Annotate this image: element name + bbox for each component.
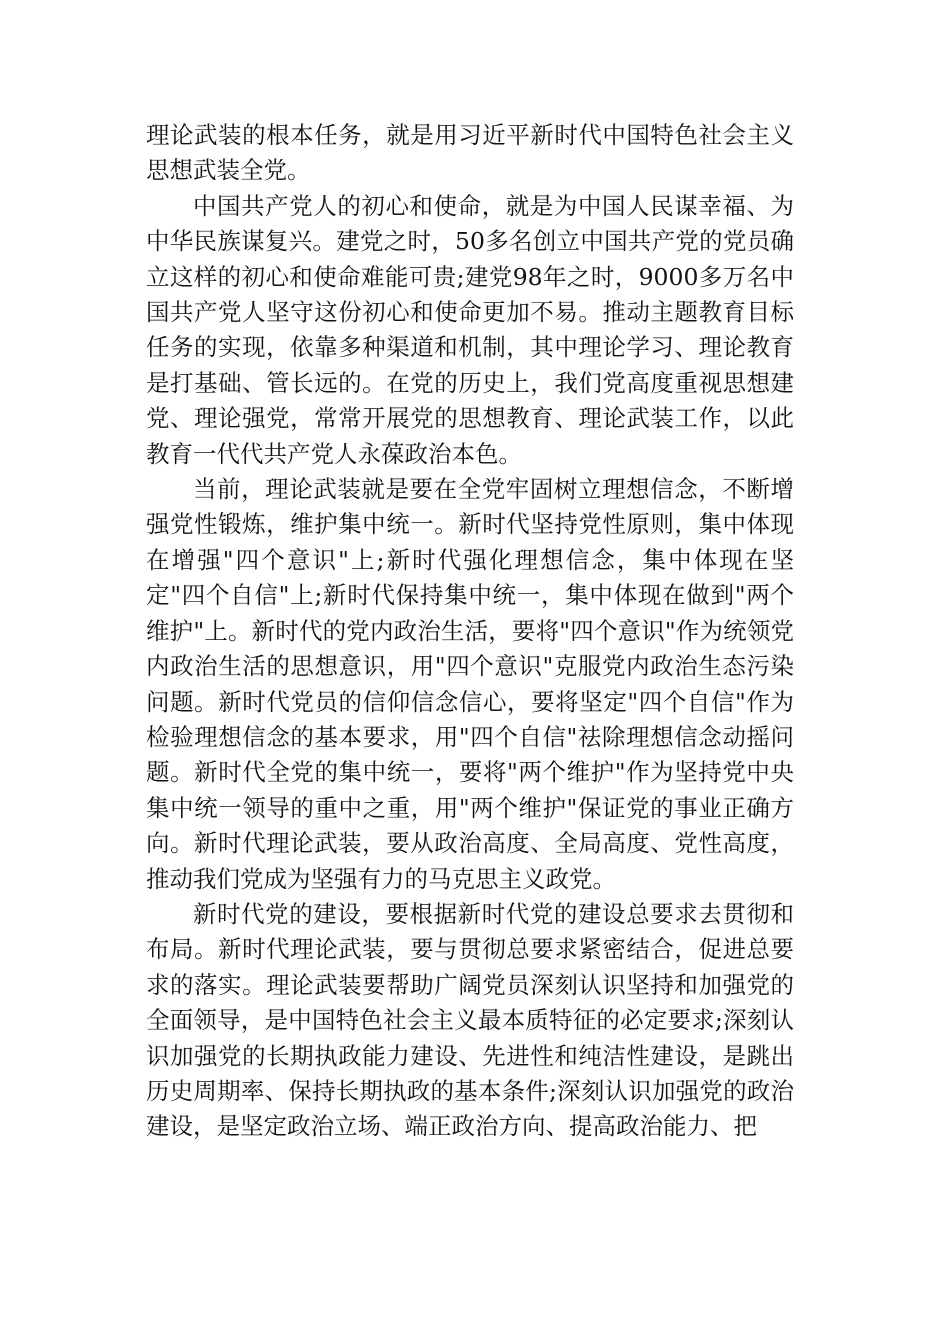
paragraph-4: 新时代党的建设，要根据新时代党的建设总要求去贯彻和布局。新时代理论武装，要与贯彻总要求紧密结合，促进总要求的落实。理论武装要帮助广阔党员深刻认识坚持和加强党的全面领导，是中国特色社会主义最本质特征的必定要求;深刻认识加强党的长期执政能力建设、先进性和纯洁性建设，是跳出历史周期率、保持长期执政的基本条件;深刻认识加强党的政治建设，是坚定政治立场、端正政治方向、提高政治能力、把 xyxy=(146,899,794,1141)
paragraph-3: 当前，理论武装就是要在全党牢固树立理想信念，不断增强党性锻炼，维护集中统一。新时代坚持党性原则，集中体现在增强"四个意识"上;新时代强化理想信念，集中体现在坚定"四个自信"上;新时代保持集中统一，集中体现在做到"两个维护"上。新时代的党内政治生活，要将"四个意识"作为统领党内政治生活的思想意识，用"四个意识"克服党内政治生态污染问题。新时代党员的信仰信念信心，要将坚定"四个自信"作为检验理想信念的基本要求，用"四个自信"祛除理想信念动摇问题。新时代全党的集中统一，要将"两个维护"作为坚持党中央集中统一领导的重中之重，用"两个维护"保证党的事业正确方向。新时代理论武装，要从政治高度、全局高度、党性高度，推动我们党成为坚强有力的马克思主义政党。 xyxy=(146,475,794,893)
paragraph-2: 中国共产党人的初心和使命，就是为中国人民谋幸福、为中华民族谋复兴。建党之时，50多名创立中国共产党的党员确立这样的初心和使命难能可贵;建党98年之时，9000多万名中国共产党人坚守这份初心和使命更加不易。推动主题教育目标任务的实现，依靠多种渠道和机制，其中理论学习、理论教育是打基础、管长远的。在党的历史上，我们党高度重视思想建党、理论强党，常常开展党的思想教育、理论武装工作，以此教育一代代共产党人永葆政治本色。 xyxy=(146,191,794,468)
document-page xyxy=(146,118,794,1145)
paragraph-1: 理论武装的根本任务，就是用习近平新时代中国特色社会主义思想武装全党。 xyxy=(146,121,794,185)
